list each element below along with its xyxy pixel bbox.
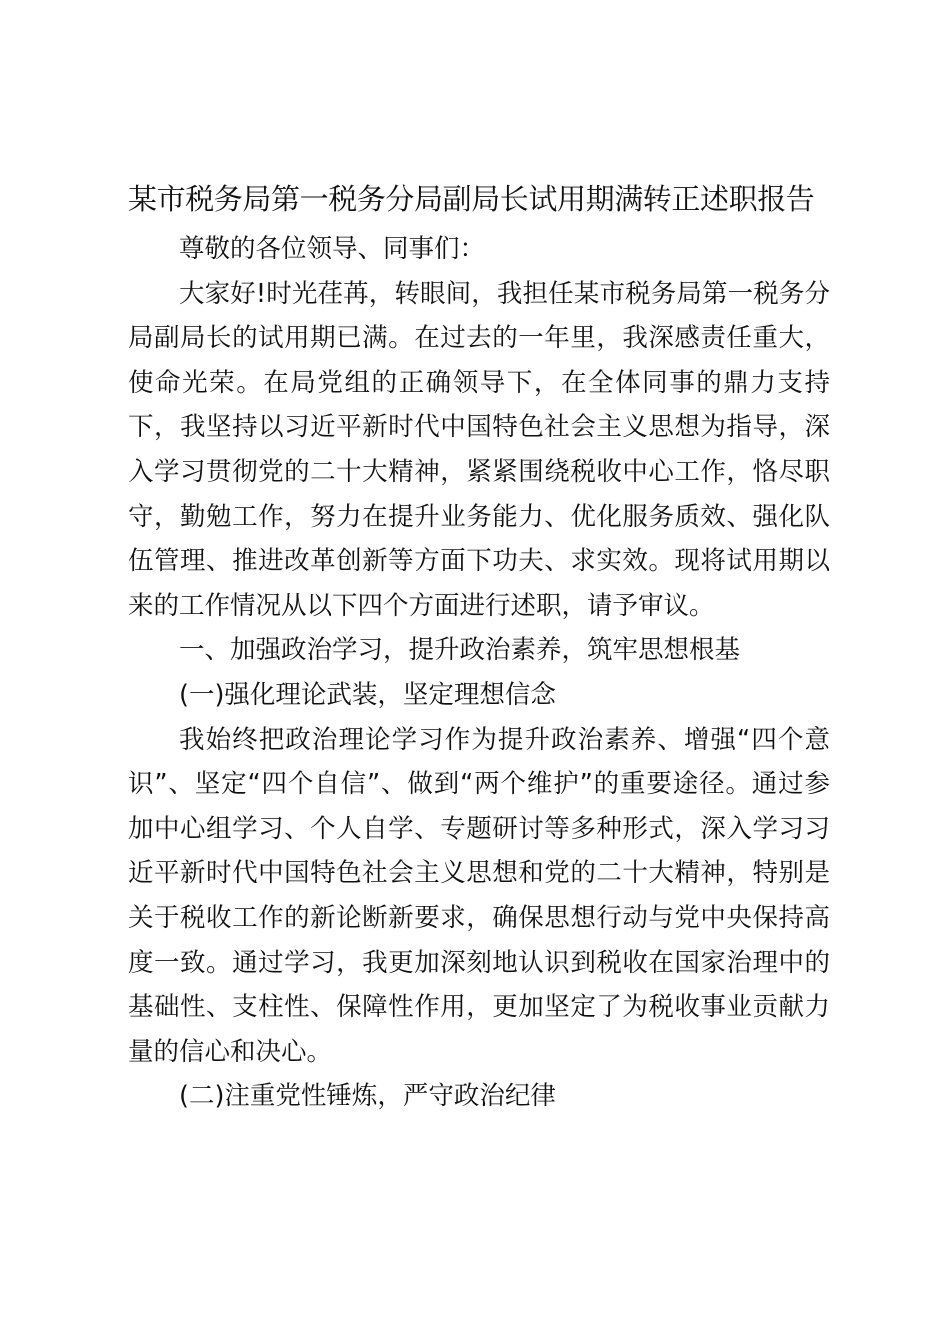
subsection-heading-1-2: (二)注重党性锤炼，严守政治纪律	[179, 1081, 556, 1112]
section-heading-1: 一、加强政治学习，提升政治素养，筑牢思想根基	[179, 635, 741, 666]
intro-paragraph: 大家好!时光荏苒，转眼间，我担任某市税务局第一税务分局副局长的试用期已满。在过去的一年里，我深感责任重大，使命光荣。在局党组的正确领导下，在全体同事的鼎力支持下，我坚持以习近平新时代中国特色社会主义思想为指导，深入学习贯彻党的二十大精神，紧紧围绕税收中心工作，恪尽职守，勤勉工作，努力在提升业务能力、优化服务质效、强化队伍管理、推进改革创新等方面下功夫、求实效。现将试用期以来的工作情况从以下四个方面进行述职，请予审议。	[128, 278, 830, 621]
body-paragraph: 我始终把政治理论学习作为提升政治素养、增强“四个意识”、坚定“四个自信”、做到“两个维护”的重要途径。通过参加中心组学习、个人自学、专题研讨等多种形式，深入学习习近平新时代中国特色社会主义思想和党的二十大精神，特别是关于税收工作的新论断新要求，确保思想行动与党中央保持高度一致。通过学习，我更加深刻地认识到税收在国家治理中的基础性、支柱性、保障性作用，更加坚定了为税收事业贡献力量的信心和决心。	[128, 724, 830, 1067]
salutation: 尊敬的各位领导、同事们：	[179, 234, 486, 264]
subsection-heading-1-1: (一)强化理论武装，坚定理想信念	[179, 679, 556, 710]
document-body	[128, 227, 830, 1119]
document-title: 某市税务局第一税务分局副局长试用期满转正述职报告	[128, 182, 815, 216]
